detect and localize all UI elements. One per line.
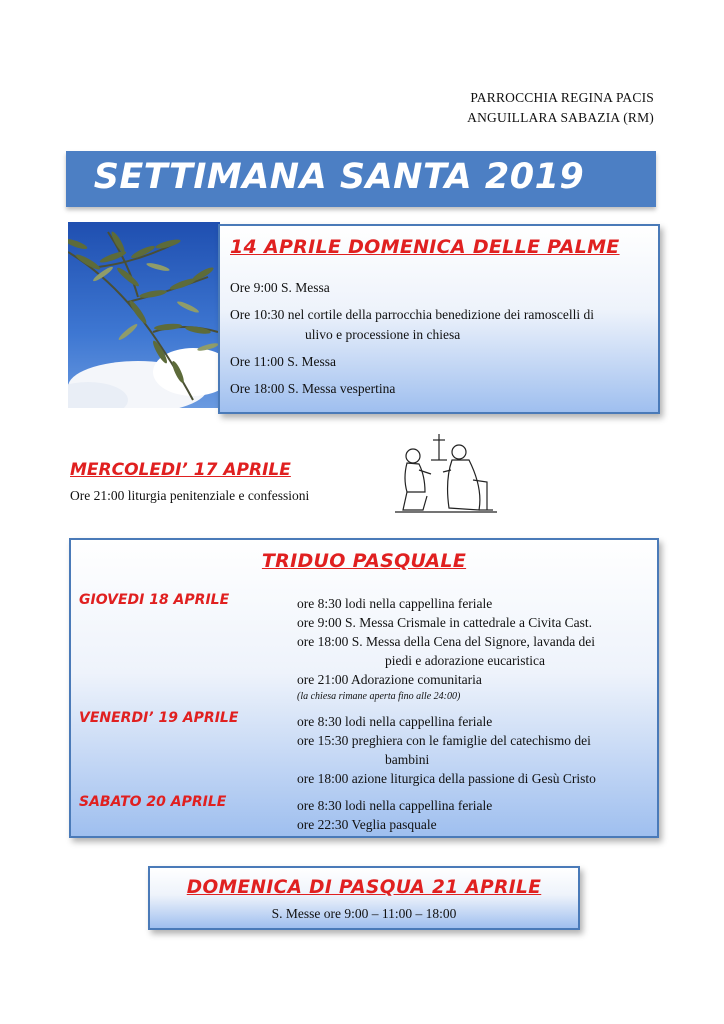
event-line: ore 8:30 lodi nella cappellina feriale (297, 798, 493, 813)
parish-name: PARROCCHIA REGINA PACIS (470, 90, 654, 105)
schedule-item-text: Ore 10:30 nel cortile della parrocchia benedizione dei ramoscelli di (230, 307, 594, 322)
schedule-item-text: Ore 18:00 S. Messa vespertina (230, 381, 396, 396)
confession-illustration (395, 430, 497, 520)
triduo-title: TRIDUO PASQUALE (261, 550, 467, 572)
palm-sunday-title: 14 APRILE DOMENICA DELLE PALME (230, 236, 620, 258)
schedule-item (230, 352, 648, 372)
event-line: ore 8:30 lodi nella cappellina feriale (297, 596, 493, 611)
event-note: (la chiesa rimane aperta fino alle 24:00) (297, 691, 461, 702)
parish-header (467, 88, 654, 128)
wednesday-title: MERCOLEDI’ 17 APRILE (70, 460, 291, 480)
event-line-continuation: piedi e adorazione eucaristica (385, 653, 546, 668)
wednesday-text: Ore 21:00 liturgia penitenziale e confessioni (70, 488, 310, 503)
day-label: GIOVEDI 18 APRILE (79, 592, 230, 608)
schedule-item-text: Ore 11:00 S. Messa (230, 354, 336, 369)
schedule-item-text: Ore 9:00 S. Messa (230, 280, 330, 295)
olive-branch-photo (68, 222, 220, 408)
triduo-box (69, 538, 659, 838)
schedule-item (230, 305, 648, 345)
parish-location: ANGUILLARA SABAZIA (RM) (467, 110, 654, 125)
event-line: ore 9:00 S. Messa Crismale in cattedrale a Civita Cast. (297, 615, 593, 630)
schedule-item (230, 379, 648, 399)
page-title: SETTIMANA SANTA 2019 (93, 157, 585, 197)
event-line: ore 8:30 lodi nella cappellina feriale (297, 714, 493, 729)
event-line: ore 18:00 azione liturgica della passione di Gesù Cristo (297, 771, 596, 786)
schedule-item-continuation: ulivo e processione in chiesa (305, 327, 461, 342)
palm-sunday-box (218, 224, 660, 414)
title-banner (66, 151, 656, 207)
event-line: ore 22:30 Veglia pasquale (297, 817, 437, 832)
palm-sunday-schedule (230, 278, 648, 406)
day-events (297, 796, 492, 834)
event-line: ore 21:00 Adorazione comunitaria (297, 672, 482, 687)
easter-title: DOMENICA DI PASQUA 21 APRILE (186, 877, 542, 898)
day-events (297, 594, 595, 705)
event-line-continuation: bambini (385, 752, 430, 767)
day-label: VENERDI’ 19 APRILE (79, 710, 239, 726)
day-label: SABATO 20 APRILE (79, 794, 227, 810)
schedule-item (230, 278, 648, 298)
event-line: ore 18:00 S. Messa della Cena del Signore, lavanda dei (297, 634, 596, 649)
day-events (297, 712, 596, 788)
easter-box (148, 866, 580, 930)
event-line: ore 15:30 preghiera con le famiglie del catechismo dei (297, 733, 591, 748)
easter-text: S. Messe ore 9:00 – 11:00 – 18:00 (271, 906, 457, 921)
